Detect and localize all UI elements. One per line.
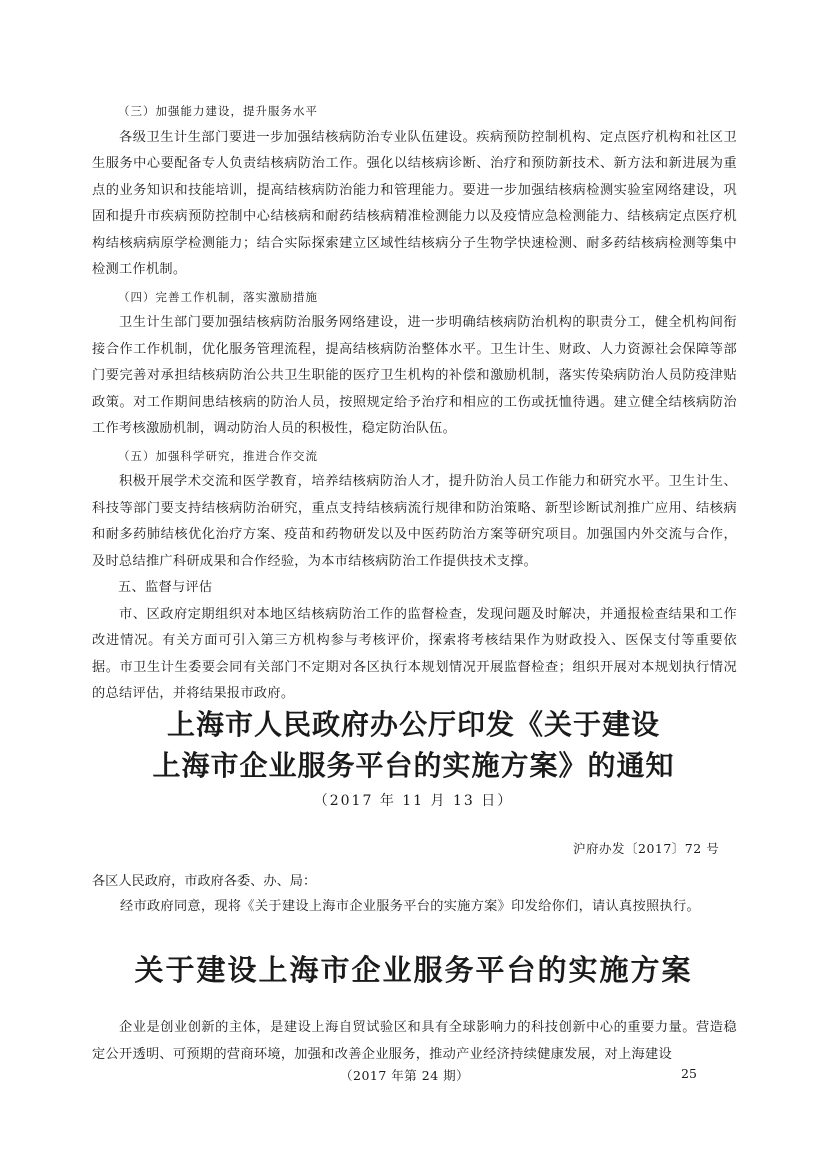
notice-addressee: 各区人民政府，市政府各委、办、局：	[92, 874, 317, 889]
notice-date: （2017 年 11 月 13 日）	[313, 793, 514, 809]
page-number: 25	[681, 1066, 697, 1081]
notice-title-line-1: 上海市人民政府办公厅印发《关于建设	[166, 708, 660, 741]
upper-section	[92, 98, 737, 708]
paragraph-3: 各级卫生计生部门要进一步加强结核病防治专业队伍建设。疾病预防控制机构、定点医疗机构和社区卫生服务中心要配备专人负责结核病防治工作。强化以结核病诊断、治疗和预防新技术、新方法和新进展为重点的业务知识和技能培训，提高结核病防治能力和管理能力。要进一步加强结核病检测实验室网络建设，巩固和提升市疾病预防控制中心结核病和耐药结核病精准检测能力以及疫情应急检测能力、结核病定点医疗机构结核病病原学检测能力；结合实际探索建立区域性结核病分子生物学快速检测、耐多药结核病检测等集中检测工作机制。	[92, 129, 737, 277]
plan-intro-paragraph: 企业是创业创新的主体，是建设上海自贸试验区和具有全球影响力的科技创新中心的重要力量。营造稳定公开透明、可预期的营商环境，加强和改善企业服务，推动产业经济持续健康发展，对上海建设	[92, 1020, 737, 1062]
section-heading-3: （三）加强能力建设，提升服务水平	[118, 104, 318, 118]
paragraph-five: 市、区政府定期组织对本地区结核病防治工作的监督检查，发现问题及时解决，并通报检查结果和工作改进情况。有关方面可引入第三方机构参与考核评价，探索将考核结果作为财政投入、医保支付等重要依据。市卫生计生委要会同有关部门不定期对各区执行本规划情况开展监督检查；组织开展对本规划执行情况的总结评估，并将结果报市政府。	[92, 606, 737, 701]
paragraph-5: 积极开展学术交流和医学教育，培养结核病防治人才，提升防治人员工作能力和研究水平。卫生计生、科技等部门要支持结核病防治研究，重点支持结核病流行规律和防治策略、新型诊断试剂推广应用、结核病和耐多药肺结核优化治疗方案、疫苗和药物研发以及中医药防治方案等研究项目。加强国内外交流与合作，及时总结推广科研成果和合作经验，为本市结核病防治工作提供技术支撑。	[92, 474, 737, 569]
notice-title-line-2: 上海市企业服务平台的实施方案》的通知	[152, 749, 675, 782]
footer-issue: （2017 年第 24 期）	[340, 1068, 470, 1083]
section-heading-4: （四）完善工作机制，落实激励措施	[118, 289, 318, 304]
document-number: 沪府办发〔2017〕72 号	[573, 841, 720, 856]
section-heading-5: （五）加强科学研究，推进合作交流	[118, 448, 318, 463]
paragraph-4: 卫生计生部门要加强结核病防治服务网络建设，进一步明确结核病防治机构的职责分工，健全机构间衔接合作工作机制，优化服务管理流程，提高结核病防治整体水平。卫生计生、财政、人力资源社会保障等部门要完善对承担结核病防治公共卫生职能的医疗卫生机构的补偿和激励机制，落实传染病防治人员防疫津贴政策。对工作期间患结核病的防治人员，按照规定给予治疗和相应的工伤或抚恤待遇。建立健全结核病防治工作考核激励机制，调动防治人员的积极性，稳定防治队伍。	[92, 315, 737, 436]
plan-section	[92, 1015, 737, 1068]
notice-body: 经市政府同意，现将《关于建设上海市企业服务平台的实施方案》印发给你们，请认真按照执行。	[120, 899, 700, 914]
section-heading-five: 五、监督与评估	[118, 580, 213, 595]
plan-title: 关于建设上海市企业服务平台的实施方案	[134, 953, 693, 987]
